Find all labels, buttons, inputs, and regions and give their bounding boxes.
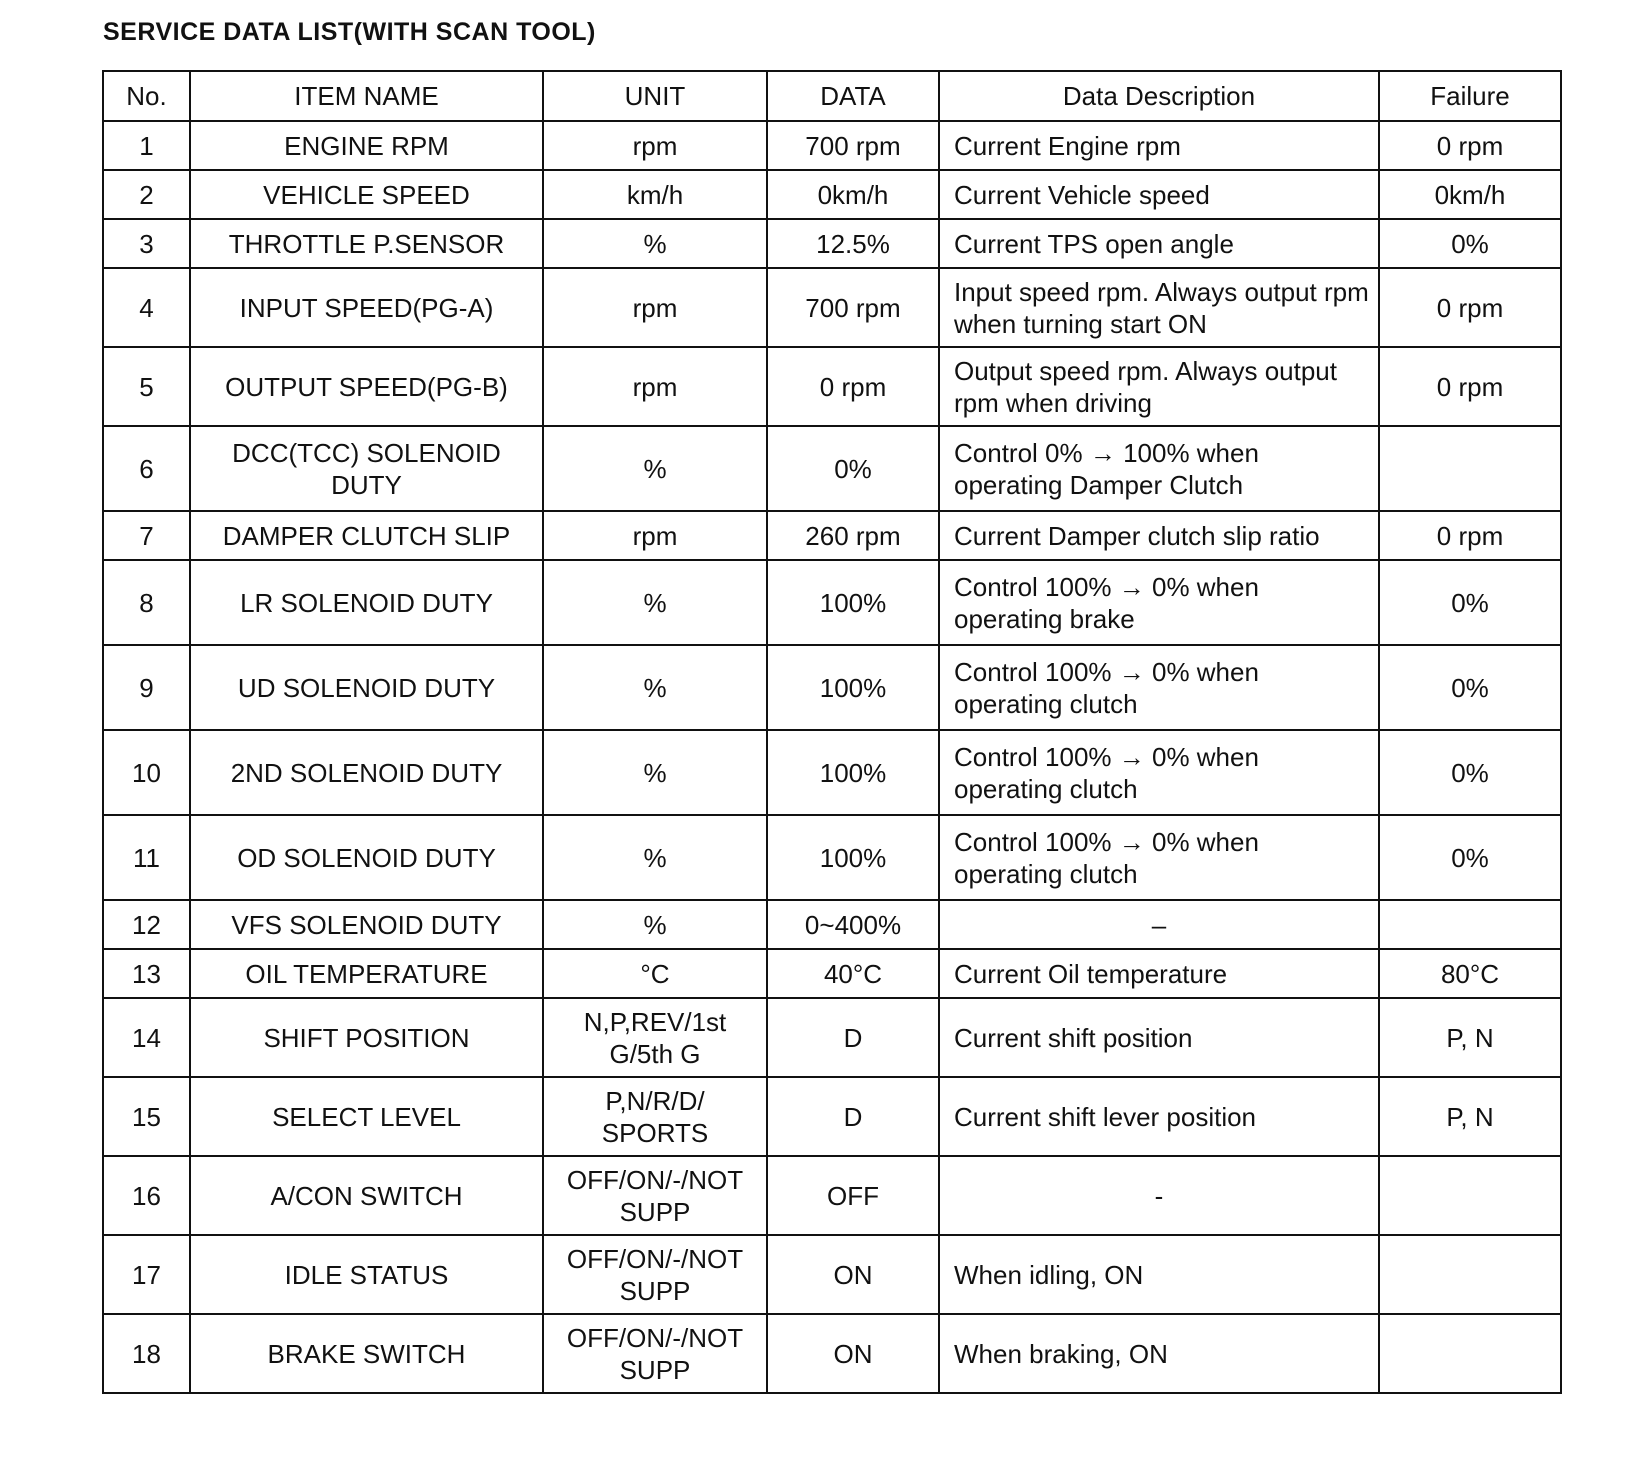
table-row [103,645,1561,730]
cell-unit: rpm [543,347,767,426]
table-row [103,268,1561,347]
cell-data: ON [767,1314,939,1393]
cell-no: 17 [103,1235,190,1314]
cell-description: Control 0% → 100% when operating Damper Clutch [939,426,1379,511]
cell-no: 18 [103,1314,190,1393]
cell-unit: N,P,REV/1st G/5th G [543,998,767,1077]
cell-data: 40°C [767,949,939,998]
table-row [103,347,1561,426]
cell-no: 6 [103,426,190,511]
cell-description: When braking, ON [939,1314,1379,1393]
column-header-data-description: Data Description [939,71,1379,121]
cell-description: Current TPS open angle [939,219,1379,268]
cell-failure: 0% [1379,219,1561,268]
cell-no: 13 [103,949,190,998]
table-row [103,219,1561,268]
cell-unit: % [543,426,767,511]
cell-description: Control 100% → 0% when operating clutch [939,645,1379,730]
table-row [103,1235,1561,1314]
cell-no: 8 [103,560,190,645]
cell-data: 0~400% [767,900,939,949]
table-row [103,170,1561,219]
cell-failure [1379,1156,1561,1235]
cell-data: OFF [767,1156,939,1235]
cell-failure: P, N [1379,998,1561,1077]
cell-failure: 0 rpm [1379,268,1561,347]
table-header-row [103,71,1561,121]
cell-description: Current shift position [939,998,1379,1077]
cell-description: - [939,1156,1379,1235]
cell-data: 100% [767,645,939,730]
column-header-failure: Failure [1379,71,1561,121]
cell-description: Control 100% → 0% when operating clutch [939,815,1379,900]
cell-description: Control 100% → 0% when operating brake [939,560,1379,645]
cell-item-name: SHIFT POSITION [190,998,543,1077]
cell-unit: P,N/R/D/ SPORTS [543,1077,767,1156]
cell-no: 9 [103,645,190,730]
cell-description: Input speed rpm. Always output rpm when turning start ON [939,268,1379,347]
cell-failure: 0 rpm [1379,121,1561,170]
cell-description: Current Engine rpm [939,121,1379,170]
table-row [103,949,1561,998]
cell-item-name: ENGINE RPM [190,121,543,170]
cell-unit: % [543,219,767,268]
cell-no: 12 [103,900,190,949]
cell-data: 0 rpm [767,347,939,426]
table-row [103,1077,1561,1156]
cell-description: Current Oil temperature [939,949,1379,998]
cell-data: D [767,1077,939,1156]
cell-no: 15 [103,1077,190,1156]
cell-unit: % [543,645,767,730]
cell-no: 7 [103,511,190,560]
cell-failure: 0% [1379,815,1561,900]
cell-item-name: A/CON SWITCH [190,1156,543,1235]
cell-description: Current shift lever position [939,1077,1379,1156]
cell-failure: P, N [1379,1077,1561,1156]
cell-data: 12.5% [767,219,939,268]
cell-description: Current Damper clutch slip ratio [939,511,1379,560]
cell-description: Current Vehicle speed [939,170,1379,219]
cell-unit: OFF/ON/-/NOT SUPP [543,1156,767,1235]
cell-unit: OFF/ON/-/NOT SUPP [543,1314,767,1393]
cell-unit: OFF/ON/-/NOT SUPP [543,1235,767,1314]
cell-unit: % [543,815,767,900]
cell-failure [1379,426,1561,511]
cell-no: 14 [103,998,190,1077]
cell-data: 100% [767,730,939,815]
cell-failure: 0km/h [1379,170,1561,219]
cell-data: 700 rpm [767,268,939,347]
cell-unit: rpm [543,268,767,347]
cell-item-name: OIL TEMPERATURE [190,949,543,998]
cell-item-name: UD SOLENOID DUTY [190,645,543,730]
column-header-item-name: ITEM NAME [190,71,543,121]
cell-failure: 0 rpm [1379,347,1561,426]
cell-failure [1379,900,1561,949]
cell-data: 260 rpm [767,511,939,560]
cell-description: – [939,900,1379,949]
cell-item-name: VFS SOLENOID DUTY [190,900,543,949]
column-header-no: No. [103,71,190,121]
cell-failure: 0% [1379,730,1561,815]
column-header-data: DATA [767,71,939,121]
cell-failure [1379,1235,1561,1314]
cell-description: Output speed rpm. Always output rpm when driving [939,347,1379,426]
cell-item-name: IDLE STATUS [190,1235,543,1314]
cell-no: 1 [103,121,190,170]
cell-item-name: BRAKE SWITCH [190,1314,543,1393]
cell-unit: rpm [543,511,767,560]
cell-failure: 0% [1379,560,1561,645]
column-header-unit: UNIT [543,71,767,121]
cell-unit: % [543,730,767,815]
cell-unit: % [543,900,767,949]
cell-data: 100% [767,560,939,645]
cell-item-name: OD SOLENOID DUTY [190,815,543,900]
page-title: SERVICE DATA LIST(WITH SCAN TOOL) [103,18,596,46]
cell-data: 100% [767,815,939,900]
cell-item-name: DAMPER CLUTCH SLIP [190,511,543,560]
table-row [103,426,1561,511]
cell-item-name: 2ND SOLENOID DUTY [190,730,543,815]
cell-unit: km/h [543,170,767,219]
cell-unit: % [543,560,767,645]
cell-data: 0km/h [767,170,939,219]
cell-data: 700 rpm [767,121,939,170]
cell-item-name: THROTTLE P.SENSOR [190,219,543,268]
table-row [103,1314,1561,1393]
table-row [103,998,1561,1077]
table-row [103,815,1561,900]
cell-failure [1379,1314,1561,1393]
cell-item-name: SELECT LEVEL [190,1077,543,1156]
cell-unit: rpm [543,121,767,170]
cell-data: 0% [767,426,939,511]
table-row [103,511,1561,560]
cell-item-name: DCC(TCC) SOLENOID DUTY [190,426,543,511]
cell-no: 11 [103,815,190,900]
cell-no: 5 [103,347,190,426]
table-row [103,121,1561,170]
table-row [103,900,1561,949]
cell-description: When idling, ON [939,1235,1379,1314]
cell-data: ON [767,1235,939,1314]
cell-item-name: INPUT SPEED(PG-A) [190,268,543,347]
table-row [103,730,1561,815]
cell-item-name: OUTPUT SPEED(PG-B) [190,347,543,426]
cell-item-name: VEHICLE SPEED [190,170,543,219]
cell-unit: °C [543,949,767,998]
cell-no: 10 [103,730,190,815]
cell-no: 3 [103,219,190,268]
table-row [103,560,1561,645]
cell-item-name: LR SOLENOID DUTY [190,560,543,645]
service-data-table [102,70,1562,1394]
cell-no: 4 [103,268,190,347]
table-row [103,1156,1561,1235]
cell-no: 2 [103,170,190,219]
cell-failure: 80°C [1379,949,1561,998]
cell-no: 16 [103,1156,190,1235]
cell-data: D [767,998,939,1077]
cell-failure: 0 rpm [1379,511,1561,560]
cell-failure: 0% [1379,645,1561,730]
cell-description: Control 100% → 0% when operating clutch [939,730,1379,815]
